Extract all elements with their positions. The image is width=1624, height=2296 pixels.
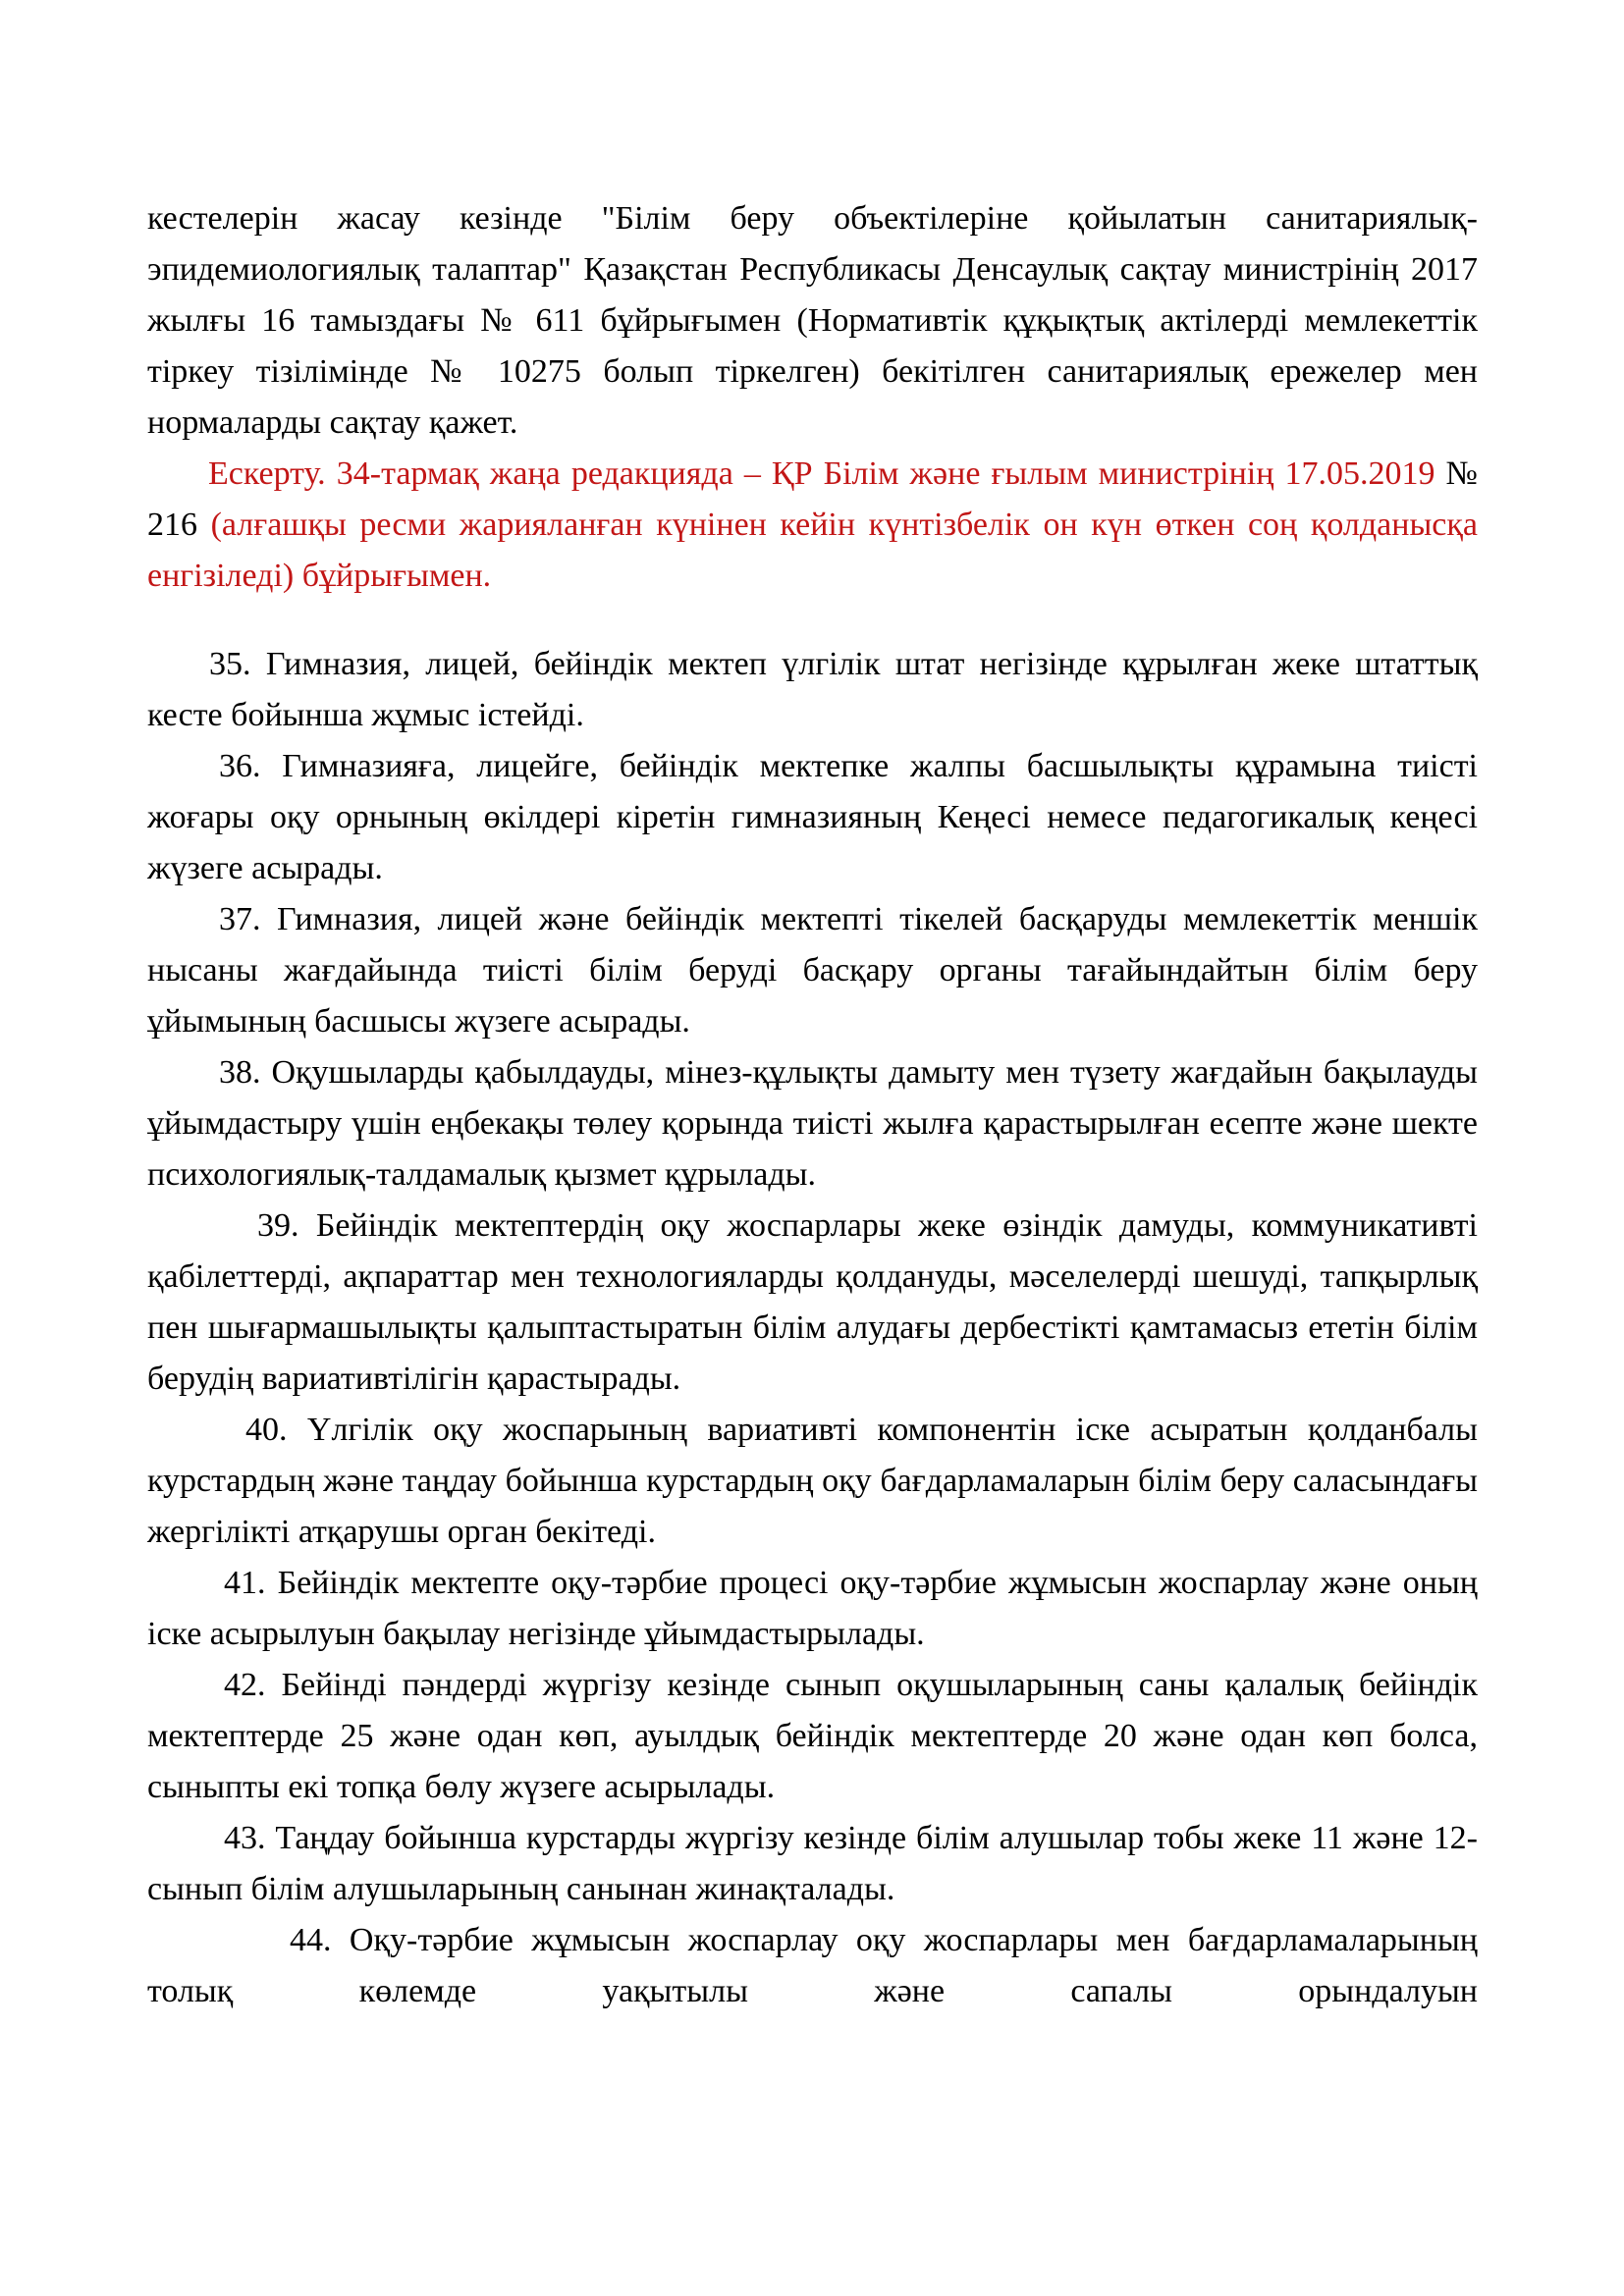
clause-37: 37. Гимназия, лицей және бейіндік мектепті тікелей басқаруды мемлекеттік меншік нысаны жағдайында тиісті білім беруді басқару органы тағайындайтын білім беру ұйымының басшысы жүзеге асырады.	[147, 901, 1478, 1040]
clause-39: 39. Бейіндік мектептердің оқу жоспарлары жеке өзіндік дамуды, коммуникативті қабілеттерді, ақпараттар мен технологияларды қолдануды, мәселелерді шешуді, тапқырлық пен шығармашылықты қалыптастыратын білім алудағы дербестікті қамтамасыз ететін білім берудің вариативтілігін қарастырады.	[147, 1207, 1478, 1397]
clause-38: 38. Оқушыларды қабылдауды, мінез-құлықты дамыту мен түзету жағдайын бақылауды ұйымдастыру үшін еңбекақы төлеу қорында тиісті жылға қарастырылған есепте және шекте психологиялық-талдамалық қызмет құрылады.	[147, 1054, 1478, 1193]
clause-44: 44. Оқу-тәрбие жұмысын жоспарлау оқу жоспарлары мен бағдарламаларының толық көлемде уақытылы және сапалы орындалуын	[147, 1922, 1478, 2009]
amendment-note	[147, 449, 1478, 602]
paragraph-34-continuation: кестелерін жасау кезінде "Білім беру объектілеріне қойылатын санитариялық-эпидемиологиялық талаптар" Қазақстан Республикасы Денсаулық сақтау министрінің 2017 жылғы 16 тамыздағы № 611 бұйрығымен (Нормативтік құқықтық актілерді мемлекеттік тіркеу тізілімінде № 10275 болып тіркелген) бекітілген санитариялық ережелер мен нормаларды сақтау қажет.	[147, 200, 1478, 441]
clause-43: 43. Таңдау бойынша курстарды жүргізу кезінде білім алушылар тобы жеке 11 және 12-сынып білім алушыларының санынан жинақталады.	[147, 1820, 1478, 1907]
note-red-text-before: Ескерту. 34-тармақ жаңа редакцияда – ҚР Білім және ғылым министрінің 17.05.2019	[208, 455, 1446, 492]
note-red-text-after: (алғашқы ресми жарияланған күнінен кейін күнтізбелік он күн өткен соң қолданысқа енгізіледі) бұйрығымен.	[147, 507, 1478, 594]
clause-40: 40. Үлгілік оқу жоспарының вариативті компонентін іске асыратын қолданбалы курстардың және таңдау бойынша курстардың оқу бағдарламаларын білім беру саласындағы жергілікті атқарушы орган бекітеді.	[147, 1412, 1478, 1550]
clause-36: 36. Гимназияға, лицейге, бейіндік мектепке жалпы басшылықты құрамына тиісті жоғары оқу орнының өкілдері кіретін гимназияның Кеңесі немесе педагогикалық кеңесі жүзеге асырады.	[147, 748, 1478, 886]
clause-35: 35. Гимназия, лицей, бейіндік мектеп үлгілік штат негізінде құрылған жеке штаттық кесте бойынша жұмыс істейді.	[147, 646, 1478, 733]
clause-41: 41. Бейіндік мектепте оқу-тәрбие процесі оқу-тәрбие жұмысын жоспарлау және оның іске асырылуын бақылау негізінде ұйымдастырылады.	[147, 1565, 1478, 1652]
note-order-number: № 216	[147, 455, 1478, 543]
clause-42: 42. Бейінді пәндерді жүргізу кезінде сынып оқушыларының саны қалалық бейіндік мектептерде 25 және одан көп, ауылдық бейіндік мектептерде 20 және одан көп болса, сыныпты екі топқа бөлу жүзеге асырылады.	[147, 1667, 1478, 1805]
